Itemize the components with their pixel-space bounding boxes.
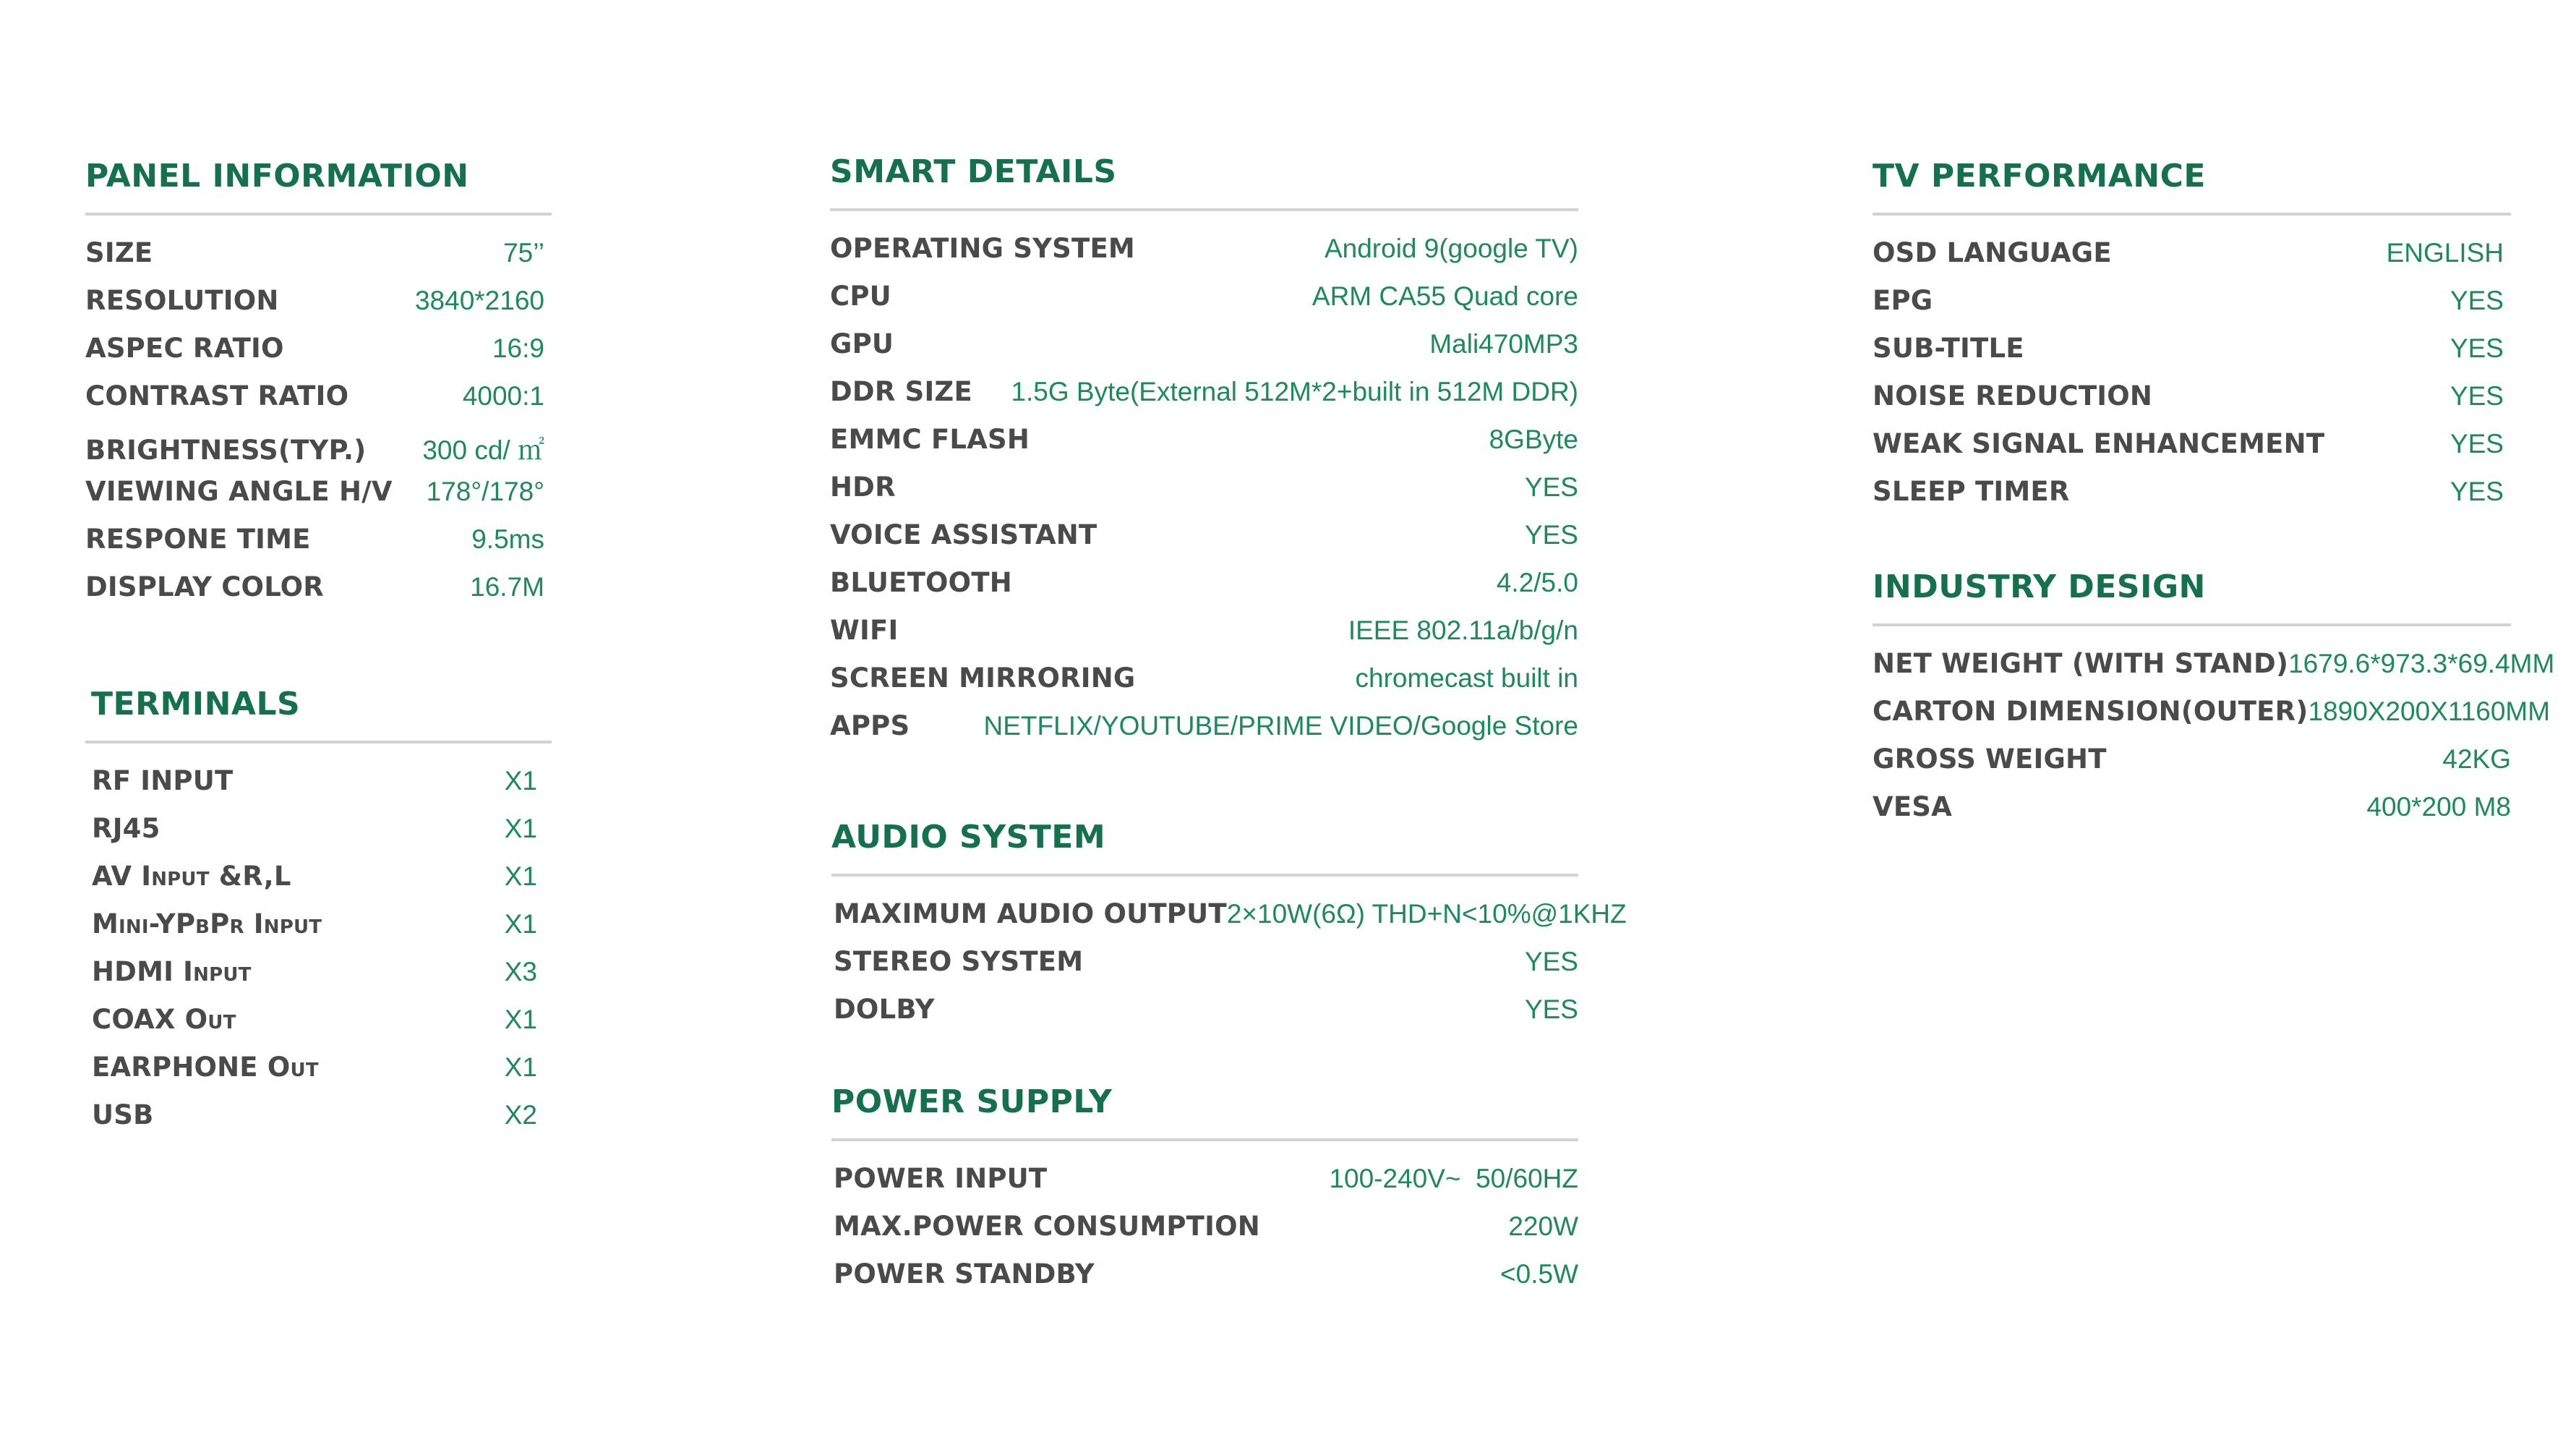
spec-row [830,376,1578,424]
spec-label: DDR SIZE [830,376,972,407]
spec-label: ASPEC RATIO [85,333,284,364]
spec-label: BLUETOOTH [830,567,1012,598]
spec-row [830,615,1578,662]
spec-label: SIZE [85,237,153,268]
spec-value: YES [1524,472,1578,502]
spec-value: 178°/178° [426,477,544,506]
spec-label: CARTON DIMENSION(OUTER) [1873,696,2308,727]
spec-value: IEEE 802.11a/b/g/n [1348,615,1578,645]
spec-value: 2×10W(6Ω) THD+N<10%@1KHZ [1226,899,1627,929]
smart-details-section [830,153,1578,758]
spec-value: chromecast built in [1355,663,1578,693]
spec-label: CONTRAST RATIO [85,380,349,412]
spec-row [1873,333,2504,380]
spec-value: 42KG [2442,744,2511,774]
section-title: TV PERFORMANCE [1873,158,2511,216]
spec-value: 4000:1 [462,381,544,411]
spec-value: NETFLIX/YOUTUBE/PRIME VIDEO/Google Store [983,711,1578,741]
spec-label: POWER INPUT [834,1163,1048,1194]
spec-value: X1 [504,1052,537,1082]
industry-design-section [1873,568,2555,833]
spec-value: X3 [504,957,537,986]
spec-label: SCREEN MIRRORING [830,662,1136,694]
spec-label: VOICE ASSISTANT [830,519,1097,550]
spec-label: OPERATING SYSTEM [830,233,1135,264]
spec-value: Android 9(google TV) [1324,234,1578,263]
spec-label: RF INPUT [92,765,234,796]
spec-row [85,333,544,380]
spec-label: HDR [830,472,896,503]
spec-label: SUB-TITLE [1873,333,2024,364]
spec-list [1873,648,2555,833]
spec-row [1873,237,2504,285]
spec-label: DISPLAY COLOR [85,571,324,602]
spec-list [830,233,1578,758]
spec-label: APPS [830,710,910,741]
spec-row [830,567,1578,615]
spec-row [85,476,544,524]
spec-label: EPG [1873,285,1933,316]
spec-row [834,898,1627,946]
spec-value: YES [1524,520,1578,550]
audio-system-section [831,819,1627,1041]
spec-value: 1.5G Byte(External 512M*2+built in 512M DDR) [1011,377,1578,406]
spec-label: RESPONE TIME [85,524,311,555]
spec-value: X1 [504,1005,537,1034]
spec-row [92,765,537,813]
spec-label: STEREO SYSTEM [834,946,1084,977]
spec-value: 1890X200X1160MM [2308,696,2551,726]
spec-label: COAX Out [92,1004,236,1035]
spec-value: 3840*2160 [414,286,544,315]
spec-value: YES [2449,286,2504,315]
spec-value: YES [2449,477,2504,506]
spec-value: X1 [504,814,537,843]
spec-value: X1 [504,861,537,891]
spec-row [830,328,1578,376]
panel-information-section [85,158,552,619]
spec-label: AV Input &R,L [92,861,291,892]
spec-row [1873,696,2551,743]
spec-row [92,1052,537,1099]
spec-value: <0.5W [1500,1259,1578,1289]
spec-value: 4.2/5.0 [1496,568,1578,597]
spec-row [830,662,1578,710]
spec-label: NET WEIGHT (WITH STAND) [1873,648,2289,679]
spec-value: YES [2449,429,2504,459]
spec-row [830,472,1578,519]
section-title: TERMINALS [85,686,552,743]
spec-label: MAXIMUM AUDIO OUTPUT [834,898,1227,929]
spec-label: POWER STANDBY [834,1258,1095,1290]
spec-row [92,1004,537,1052]
spec-row [834,1211,1578,1258]
spec-row [92,908,537,956]
spec-value: YES [1524,994,1578,1024]
spec-label: VIEWING ANGLE H/V [85,476,393,507]
spec-row [92,1099,537,1147]
spec-list [85,765,552,1147]
spec-row [834,1258,1578,1306]
spec-list [1873,237,2511,524]
spec-value: 1679.6*973.3*69.4MM [2288,649,2555,678]
spec-value: 100-240V~ 50/60HZ [1329,1164,1578,1193]
spec-row [834,1163,1578,1211]
spec-label: EARPHONE Out [92,1052,319,1083]
spec-row [1873,476,2504,524]
spec-value: YES [2449,333,2504,363]
tv-performance-section [1873,158,2511,524]
spec-row [85,380,544,428]
spec-row [85,571,544,619]
spec-row [85,285,544,333]
spec-row [85,237,544,285]
spec-label: RESOLUTION [85,285,279,316]
section-title: SMART DETAILS [830,153,1578,211]
spec-label: WEAK SIGNAL ENHANCEMENT [1873,428,2325,459]
spec-label: RJ45 [92,813,161,844]
spec-label: MAX.POWER CONSUMPTION [834,1211,1260,1242]
terminals-section [85,686,552,1147]
spec-label: SLEEP TIMER [1873,476,2070,507]
spec-value: 300 cd/ ㎡ [422,435,544,465]
spec-value: X1 [504,909,537,939]
spec-value: 220W [1508,1211,1578,1241]
power-supply-section [831,1083,1578,1306]
spec-label: Mini-YPbPr Input [92,908,322,939]
spec-row [1873,648,2555,696]
spec-value: YES [1524,947,1578,976]
spec-row [830,519,1578,567]
spec-value: 8GByte [1489,425,1578,454]
spec-value: 16:9 [492,333,544,363]
spec-label: NOISE REDUCTION [1873,380,2153,412]
spec-row [834,946,1578,994]
spec-row [830,281,1578,328]
spec-value: YES [2449,381,2504,411]
spec-row [92,861,537,908]
spec-row [85,428,544,476]
spec-row [1873,380,2504,428]
spec-list [831,1163,1578,1306]
spec-row [834,994,1578,1041]
spec-value: ARM CA55 Quad core [1311,281,1578,311]
spec-value: X1 [504,766,537,796]
spec-label: GROSS WEIGHT [1873,743,2107,775]
spec-row [830,424,1578,472]
section-title: INDUSTRY DESIGN [1873,568,2511,626]
spec-row [92,813,537,861]
section-title: PANEL INFORMATION [85,158,552,216]
section-title: POWER SUPPLY [831,1083,1578,1141]
spec-value: 75’’ [503,238,544,268]
spec-row [830,710,1578,758]
spec-row [830,233,1578,281]
spec-label: HDMI Input [92,956,252,987]
spec-value: ENGLISH [2386,238,2504,268]
spec-row [92,956,537,1004]
spec-label: GPU [830,328,894,359]
spec-value: Mali470MP3 [1429,329,1578,359]
spec-label: VESA [1873,791,1952,822]
spec-label: USB [92,1099,154,1130]
spec-list [85,237,552,619]
spec-label: WIFI [830,615,899,646]
spec-label: BRIGHTNESS(TYP.) [85,435,367,466]
spec-label: EMMC FLASH [830,424,1030,455]
spec-row [85,524,544,571]
spec-value: 9.5ms [471,524,544,554]
section-title: AUDIO SYSTEM [831,819,1578,877]
spec-row [1873,428,2504,476]
spec-list [831,898,1627,1041]
spec-value: 400*200 M8 [2366,792,2511,822]
spec-row [1873,791,2511,833]
spec-label: CPU [830,281,891,312]
spec-row [1873,743,2511,791]
spec-label: DOLBY [834,994,935,1025]
spec-value: 16.7M [470,572,544,602]
spec-label: OSD LANGUAGE [1873,237,2112,268]
spec-value: X2 [504,1100,537,1130]
spec-row [1873,285,2504,333]
